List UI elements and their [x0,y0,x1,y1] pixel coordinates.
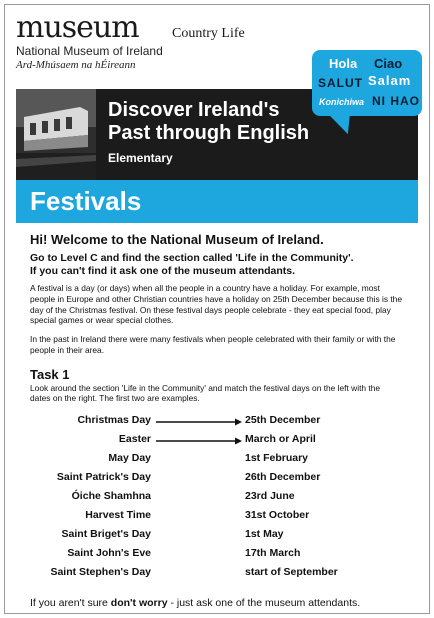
task-title: Task 1 [30,367,70,382]
date-item: March or April [245,433,316,445]
festival-item: Saint John's Eve [67,547,151,559]
title-line-1: Discover Ireland's [108,99,280,121]
page-title [108,99,309,145]
greeting-ciao: Ciao [374,56,403,71]
greeting-konichiwa: Konichiwa [319,97,365,107]
festival-item: Saint Patrick's Day [56,471,151,483]
logo-wordmark: museum [16,10,139,45]
match-row [0,452,434,468]
header-tag: Country Life [172,26,245,41]
greeting-nihao: NI HAO [372,94,420,108]
festival-item: May Day [108,452,151,464]
section-title: Festivals [30,186,142,216]
date-item: start of September [245,566,338,578]
match-row [0,509,434,525]
festival-item: Easter [118,433,151,445]
match-row [0,490,434,506]
arrow-icon [156,418,242,426]
greeting-salut: SALUT [318,76,363,90]
festival-item: Harvest Time [85,509,151,521]
welcome-heading: Hi! Welcome to the National Museum of Ireland. [30,232,324,247]
arrow-icon [156,437,242,445]
footer-text-after: - just ask one of the museum attendants. [167,597,361,609]
match-row [0,547,434,563]
footer-emphasis: don't worry [110,597,168,609]
intro-section [30,232,406,356]
festival-item: Christmas Day [77,414,151,426]
festival-item: Óiche Shamhna [71,490,151,502]
match-row [0,414,434,430]
festival-item: Saint Briget's Day [61,528,151,540]
logo-name-english: National Museum of Ireland [16,44,163,58]
intro-paragraph-1: A festival is a day (or days) when all the people in a country have a holiday. For example, most people in Europe and other Christian countries have a holiday on 25th December because this is the day of the Christmas festival. On these festival days people celebrate - they eat special food, play special games or wear special clothes. [30,283,402,326]
date-item: 17th March [245,547,301,559]
date-item: 23rd June [245,490,295,502]
date-item: 1st February [245,452,309,464]
section-banner [16,180,418,223]
festival-item: Saint Stephen's Day [50,566,151,578]
footer-note [30,597,360,609]
task-instructions: Look around the section 'Life in the Community' and match the festival days on the left with the dates on the right. The first two are examples. [30,383,381,404]
date-item: 26th December [245,471,321,483]
title-line-2: Past through English [108,122,310,144]
match-row [0,528,434,544]
date-item: 1st May [245,528,284,540]
footer-text-before: If you aren't sure [30,597,111,609]
greeting-hola: Hola [329,56,358,71]
match-row [0,433,434,449]
date-item: 25th December [245,414,321,426]
level-label: Elementary [108,151,173,165]
intro-paragraph-2: In the past in Ireland there were many festivals when people celebrated with their family or with the people in their area. [30,334,396,355]
logo-name-irish: Ard-Mhúsaem na hÉireann [16,59,136,71]
match-row [0,471,434,487]
museum-building-photo [16,89,96,180]
instruction-line-2: If you can't find it ask one of the museum attendants. [30,265,296,277]
instruction-line-1: Go to Level C and find the section called 'Life in the Community'. [30,252,354,264]
match-row [0,566,434,582]
greetings-speech-bubble [312,50,422,116]
date-item: 31st October [245,509,310,521]
greeting-salam: Salam [368,73,412,88]
museum-logo [16,10,163,72]
